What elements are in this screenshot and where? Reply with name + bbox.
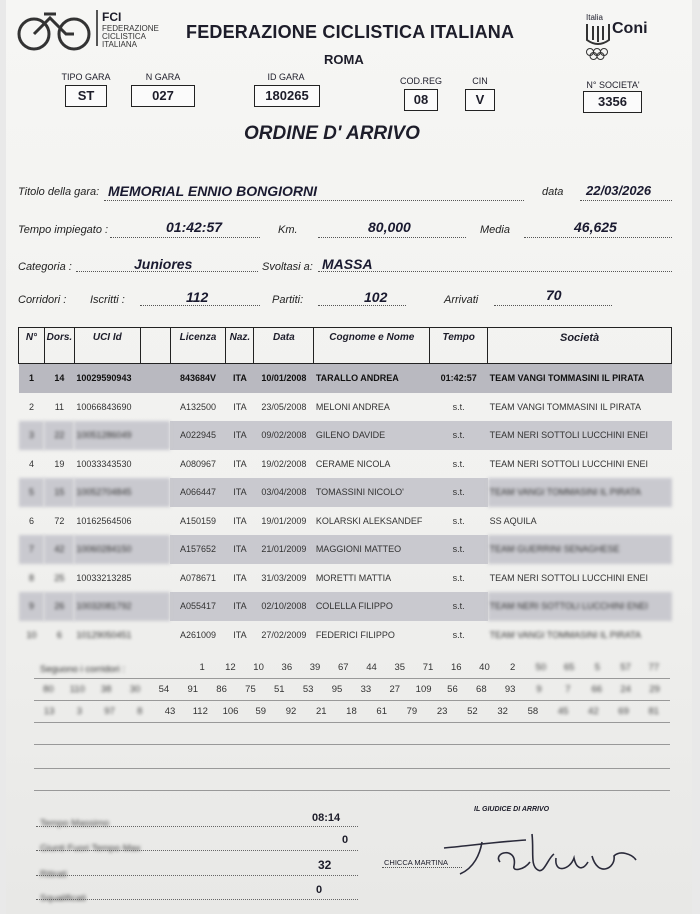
seguono-number: 92 — [285, 706, 297, 717]
cell-data: 31/03/2009 — [261, 572, 307, 583]
tipo-gara-box: ST — [65, 85, 107, 107]
svoltasi-dotline — [318, 271, 672, 272]
table-row — [19, 421, 672, 450]
col-header-licenza: Licenza — [170, 328, 226, 364]
seguono-number: 91 — [187, 684, 199, 695]
cell-naz: ITA — [233, 572, 247, 583]
logo-divider — [96, 10, 98, 46]
data-label: data — [542, 186, 564, 198]
seguono-number: 93 — [504, 684, 516, 695]
seguono-number: 97 — [104, 706, 115, 717]
km-dotline — [318, 237, 466, 238]
cell-societa: TEAM VANGI TOMMASINI IL PIRATA — [489, 629, 641, 640]
seguono-number: 69 — [618, 706, 629, 717]
seguono-number: 1 — [199, 662, 205, 673]
seguono-number: 3 — [76, 706, 82, 717]
cell-uci: 10033343530 — [76, 458, 132, 469]
cell-naz: ITA — [233, 515, 247, 526]
svoltasi-value: MASSA — [322, 256, 373, 272]
seguono-number: 95 — [331, 684, 343, 695]
seguono-rule-3 — [34, 722, 670, 723]
giudice-label: IL GIUDICE DI ARRIVO — [474, 806, 550, 813]
cell-naz: ITA — [226, 592, 254, 621]
seguono-rule-2 — [34, 700, 670, 701]
cell-nome: MELONI ANDREA — [315, 401, 390, 412]
seguono-number: 16 — [450, 662, 462, 673]
seguono-number: 59 — [255, 706, 267, 717]
cell-uci: 10033213285 — [76, 572, 132, 583]
seguono-number: 7 — [565, 684, 571, 695]
cell-dors: 15 — [44, 478, 74, 507]
table-row — [19, 564, 672, 593]
seguono-number: 10 — [253, 662, 264, 673]
squalificati-value: 0 — [316, 884, 323, 896]
col-header-dors: Dors. — [44, 328, 74, 364]
seguono-number: 50 — [535, 662, 547, 673]
tempo-label: Tempo impiegato : — [18, 224, 109, 236]
table-row — [19, 592, 672, 621]
cell-pos: 1 — [19, 364, 45, 393]
seguono-number: 40 — [479, 662, 490, 673]
cell-uci: 10029590943 — [74, 364, 170, 393]
seguono-number: 32 — [497, 706, 508, 717]
seguono-number: 106 — [222, 706, 239, 717]
categoria-dotline — [76, 271, 258, 272]
seguono-number: 44 — [366, 662, 377, 673]
org-title: FEDERAZIONE CICLISTICA ITALIANA — [186, 22, 515, 42]
cell-pos: 2 — [28, 401, 34, 412]
categoria-label: Categoria : — [18, 261, 72, 273]
iscritti-value: 112 — [186, 289, 209, 305]
cell-data: 21/01/2009 — [254, 535, 314, 564]
cell-societa: TEAM VANGI TOMMASINI IL PIRATA — [489, 401, 641, 412]
seguono-number: 80 — [43, 684, 54, 695]
coni-country: Italia — [586, 13, 603, 22]
cell-societa: TEAM VANGI TOMMASINI IL PIRATA — [488, 364, 672, 393]
corridori-label: Corridori : — [18, 294, 67, 306]
fuori-tempo-dotline — [36, 850, 358, 851]
cell-dors: 26 — [44, 592, 74, 621]
table-row — [19, 621, 672, 650]
cell-pos: 9 — [19, 592, 45, 621]
table-row — [19, 535, 672, 564]
table-row — [19, 478, 672, 507]
seguono-row-2 — [34, 684, 669, 695]
fuori-tempo-value: 0 — [342, 834, 349, 846]
cell-uci: 10052704845 — [74, 478, 170, 507]
cell-tempo: s.t. — [430, 421, 488, 450]
cell-licenza: A022945 — [170, 421, 226, 450]
cell-licenza: A150159 — [180, 515, 217, 526]
cell-licenza: A055417 — [170, 592, 226, 621]
cell-societa: TEAM NERI SOTTOLI LUCCHINI ENEI — [488, 592, 672, 621]
city: ROMA — [324, 52, 364, 67]
table-row — [19, 507, 672, 536]
tempo-dotline — [110, 237, 260, 238]
cell-nome: CERAME NICOLA — [315, 458, 391, 469]
seguono-number: 8 — [137, 706, 143, 717]
partiti-dotline — [318, 305, 406, 306]
cell-dors: 6 — [56, 629, 62, 640]
n-societa-label: N° SOCIETA' — [586, 80, 640, 90]
cell-data: 10/01/2008 — [254, 364, 314, 393]
coni-emblem-icon — [584, 22, 612, 62]
seguono-number: 61 — [376, 706, 387, 717]
seguono-rule-1 — [34, 678, 670, 679]
coni-name: Coni — [612, 20, 648, 37]
col-header-empty — [140, 328, 170, 364]
arrivati-dotline — [494, 305, 612, 306]
cell-pos: 3 — [19, 421, 45, 450]
col-header-pos: N° — [19, 328, 45, 364]
ritirati-value: 32 — [318, 858, 332, 872]
cin-label: CIN — [472, 76, 488, 86]
tempo-value: 01:42:57 — [166, 219, 223, 235]
signature-icon — [426, 818, 666, 888]
seguono-number: 77 — [648, 662, 660, 673]
seguono-number: 38 — [100, 684, 112, 695]
seguono-number: 30 — [129, 684, 141, 695]
cell-licenza: A078671 — [180, 572, 217, 583]
categoria-value: Juniores — [134, 256, 193, 272]
seguono-number: 33 — [360, 684, 372, 695]
cod-reg-label: COD.REG — [399, 76, 442, 86]
id-gara-box: 180265 — [254, 85, 320, 107]
cell-tempo: s.t. — [452, 515, 465, 526]
seguono-number: 58 — [527, 706, 539, 717]
cell-dors: 22 — [44, 421, 74, 450]
titolo-value: MEMORIAL ENNIO BONGIORNI — [108, 183, 317, 199]
ritirati-dotline — [36, 875, 358, 876]
cell-pos: 5 — [19, 478, 45, 507]
empty-rule-3 — [34, 790, 670, 791]
document-sheet — [6, 0, 692, 914]
cell-dors: 72 — [54, 515, 65, 526]
cell-nome: KOLARSKI ALEKSANDEF — [315, 515, 423, 526]
cell-data: 03/04/2008 — [254, 478, 314, 507]
partiti-value: 102 — [364, 289, 388, 305]
cell-societa: SS AQUILA — [489, 515, 537, 526]
seguono-number: 75 — [245, 684, 256, 695]
seguono-number: 79 — [406, 706, 418, 717]
fci-line-2: CICLISTICA — [102, 32, 147, 41]
cell-data: 23/05/2008 — [261, 401, 307, 412]
table-row — [19, 393, 672, 422]
cin-box: V — [465, 89, 495, 111]
arrivati-label: Arrivati — [444, 294, 479, 306]
n-gara-label: N GARA — [145, 72, 181, 82]
seguono-number: 81 — [648, 706, 660, 717]
seguono-number: 18 — [346, 706, 357, 717]
cell-uci: 10162564506 — [76, 515, 132, 526]
col-header-nome: Cognome e Nome — [314, 328, 430, 364]
results-table — [18, 327, 672, 649]
cell-licenza: A080967 — [180, 458, 217, 469]
seguono-number: 42 — [588, 706, 599, 717]
seguono-number: 24 — [620, 684, 631, 695]
cell-dors: 42 — [44, 535, 74, 564]
media-label: Media — [480, 224, 510, 236]
seguono-number: 12 — [225, 662, 236, 673]
cell-naz: ITA — [226, 478, 254, 507]
cell-data: 09/02/2008 — [254, 421, 314, 450]
cell-pos: 8 — [28, 572, 34, 583]
seguono-number: 23 — [436, 706, 448, 717]
seguono-row-3 — [34, 706, 669, 717]
n-gara-box: 027 — [131, 85, 195, 107]
cell-tempo: s.t. — [430, 535, 488, 564]
cell-naz: ITA — [233, 629, 247, 640]
cell-tempo: s.t. — [452, 458, 465, 469]
cell-uci: 10051286049 — [74, 421, 170, 450]
seguono-number: 86 — [216, 684, 227, 695]
cell-tempo: s.t. — [430, 592, 488, 621]
cell-uci: 10060284150 — [74, 535, 170, 564]
id-gara-label: ID GARA — [267, 72, 305, 82]
cell-pos: 4 — [28, 458, 34, 469]
cell-uci: 10066843690 — [76, 401, 132, 412]
tipo-gara-label: TIPO GARA — [61, 72, 111, 82]
cell-nome: MORETTI MATTIA — [315, 572, 392, 583]
cell-uci: 10032081792 — [74, 592, 170, 621]
cell-nome: FEDERICI FILIPPO — [315, 629, 395, 640]
cell-licenza: 843684V — [170, 364, 226, 393]
fci-line-1: FEDERAZIONE — [102, 24, 159, 33]
media-dotline — [524, 237, 672, 238]
seguono-number: 51 — [274, 684, 285, 695]
col-header-naz: Naz. — [226, 328, 254, 364]
seguono-label: Seguono i corridori : — [40, 664, 126, 675]
squalificati-label: Squalificati — [40, 893, 86, 904]
seguono-number: 43 — [164, 706, 176, 717]
data-value: 22/03/2026 — [586, 183, 652, 198]
svoltasi-label: Svoltasi a: — [262, 261, 313, 273]
km-label: Km. — [278, 224, 298, 236]
cell-pos: 7 — [19, 535, 45, 564]
titolo-label: Titolo della gara: — [18, 186, 100, 198]
cell-data: 19/01/2009 — [261, 515, 307, 526]
partiti-label: Partiti: — [272, 294, 304, 306]
fuori-tempo-label: Giunti Fuori Tempo Max — [40, 843, 141, 854]
cell-uci: 10129050451 — [76, 629, 132, 640]
cell-naz: ITA — [226, 421, 254, 450]
seguono-number: 56 — [447, 684, 458, 695]
media-value: 46,625 — [574, 219, 617, 235]
seguono-number: 39 — [309, 662, 321, 673]
cell-societa: TEAM GUERRINI SENAGHESE — [488, 535, 672, 564]
empty-rule-2 — [34, 768, 670, 769]
cell-naz: ITA — [226, 535, 254, 564]
cell-tempo: 01:42:57 — [430, 364, 488, 393]
seguono-number: 36 — [281, 662, 293, 673]
seguono-number: 52 — [467, 706, 478, 717]
table-header-row — [19, 328, 672, 364]
col-header-uci: UCI Id — [74, 328, 140, 364]
cell-tempo: s.t. — [452, 572, 465, 583]
seguono-number: 53 — [302, 684, 314, 695]
cell-pos: 6 — [28, 515, 34, 526]
cell-licenza: A157652 — [170, 535, 226, 564]
seguono-number: 57 — [620, 662, 631, 673]
fci-line-3: ITALIANA — [102, 40, 137, 49]
seguono-number: 45 — [557, 706, 569, 717]
cell-licenza: A261009 — [180, 629, 217, 640]
cell-data: 19/02/2008 — [261, 458, 307, 469]
cod-reg-box: 08 — [404, 89, 438, 111]
seguono-number: 35 — [394, 662, 406, 673]
col-header-tempo: Tempo — [430, 328, 488, 364]
cell-tempo: s.t. — [452, 401, 465, 412]
cell-societa: TEAM NERI SOTTOLI LUCCHINI ENEI — [488, 421, 672, 450]
seguono-number: 66 — [591, 684, 603, 695]
iscritti-label: Iscritti : — [90, 294, 125, 306]
col-header-data: Data — [254, 328, 314, 364]
cell-data: 02/10/2008 — [254, 592, 314, 621]
seguono-number: 21 — [315, 706, 327, 717]
squalificati-dotline — [36, 899, 358, 900]
cell-tempo: s.t. — [452, 629, 465, 640]
cell-nome: MAGGIONI MATTEO — [314, 535, 430, 564]
table-row — [19, 364, 672, 393]
cell-naz: ITA — [233, 458, 247, 469]
data-dotline — [580, 200, 672, 201]
seguono-number: 27 — [389, 684, 401, 695]
seguono-number: 71 — [422, 662, 434, 673]
cell-licenza: A132500 — [180, 401, 217, 412]
cell-dors: 19 — [54, 458, 65, 469]
seguono-number: 54 — [158, 684, 170, 695]
cell-nome: COLELLA FILIPPO — [314, 592, 430, 621]
iscritti-dotline — [140, 305, 260, 306]
seguono-number: 67 — [338, 662, 349, 673]
tempo-massimo-value: 08:14 — [312, 812, 341, 824]
cell-societa: TEAM NERI SOTTOLI LUCCHINI ENEI — [489, 458, 648, 469]
cell-societa: TEAM NERI SOTTOLI LUCCHINI ENEI — [489, 572, 648, 583]
km-value: 80,000 — [368, 219, 411, 235]
doc-title: ORDINE D' ARRIVO — [244, 123, 420, 144]
col-header-societa: Società — [488, 328, 672, 364]
cell-naz: ITA — [226, 364, 254, 393]
titolo-dotline — [104, 200, 524, 201]
cell-nome: GILENO DAVIDE — [314, 421, 430, 450]
seguono-number: 112 — [192, 706, 208, 717]
cell-dors: 11 — [54, 401, 65, 412]
cell-nome: TOMASSINI NICOLO' — [314, 478, 430, 507]
seguono-number: 29 — [649, 684, 660, 695]
seguono-number: 68 — [476, 684, 487, 695]
cell-data: 27/02/2009 — [261, 629, 307, 640]
fci-logo-icon — [14, 8, 94, 52]
arrivati-value: 70 — [546, 287, 562, 303]
table-row — [19, 450, 672, 479]
seguono-number: 5 — [594, 662, 601, 673]
cell-naz: ITA — [233, 401, 247, 412]
cell-licenza: A066447 — [170, 478, 226, 507]
seguono-number: 2 — [510, 662, 516, 673]
cell-tempo: s.t. — [430, 478, 488, 507]
seguono-number: 109 — [415, 684, 432, 695]
tempo-massimo-dotline — [36, 826, 358, 827]
cell-pos: 10 — [26, 629, 37, 640]
cell-societa: TEAM VANGI TOMMASINI IL PIRATA — [488, 478, 672, 507]
ritirati-label: Ritirati — [40, 869, 67, 880]
seguono-number: 110 — [69, 684, 85, 695]
cell-dors: 25 — [54, 572, 65, 583]
fci-abbr: FCI — [102, 10, 122, 24]
seguono-row-1 — [188, 662, 668, 673]
cell-nome: TARALLO ANDREA — [314, 364, 430, 393]
seguono-number: 13 — [43, 706, 55, 717]
tempo-massimo-label: Tempo Massimo — [40, 818, 110, 829]
empty-rule-1 — [34, 744, 670, 745]
giudice-name: CHICCA MARTINA — [384, 858, 449, 867]
cell-dors: 14 — [44, 364, 74, 393]
seguono-number: 9 — [536, 684, 542, 695]
seguono-number: 65 — [563, 662, 575, 673]
n-societa-box: 3356 — [583, 91, 642, 113]
